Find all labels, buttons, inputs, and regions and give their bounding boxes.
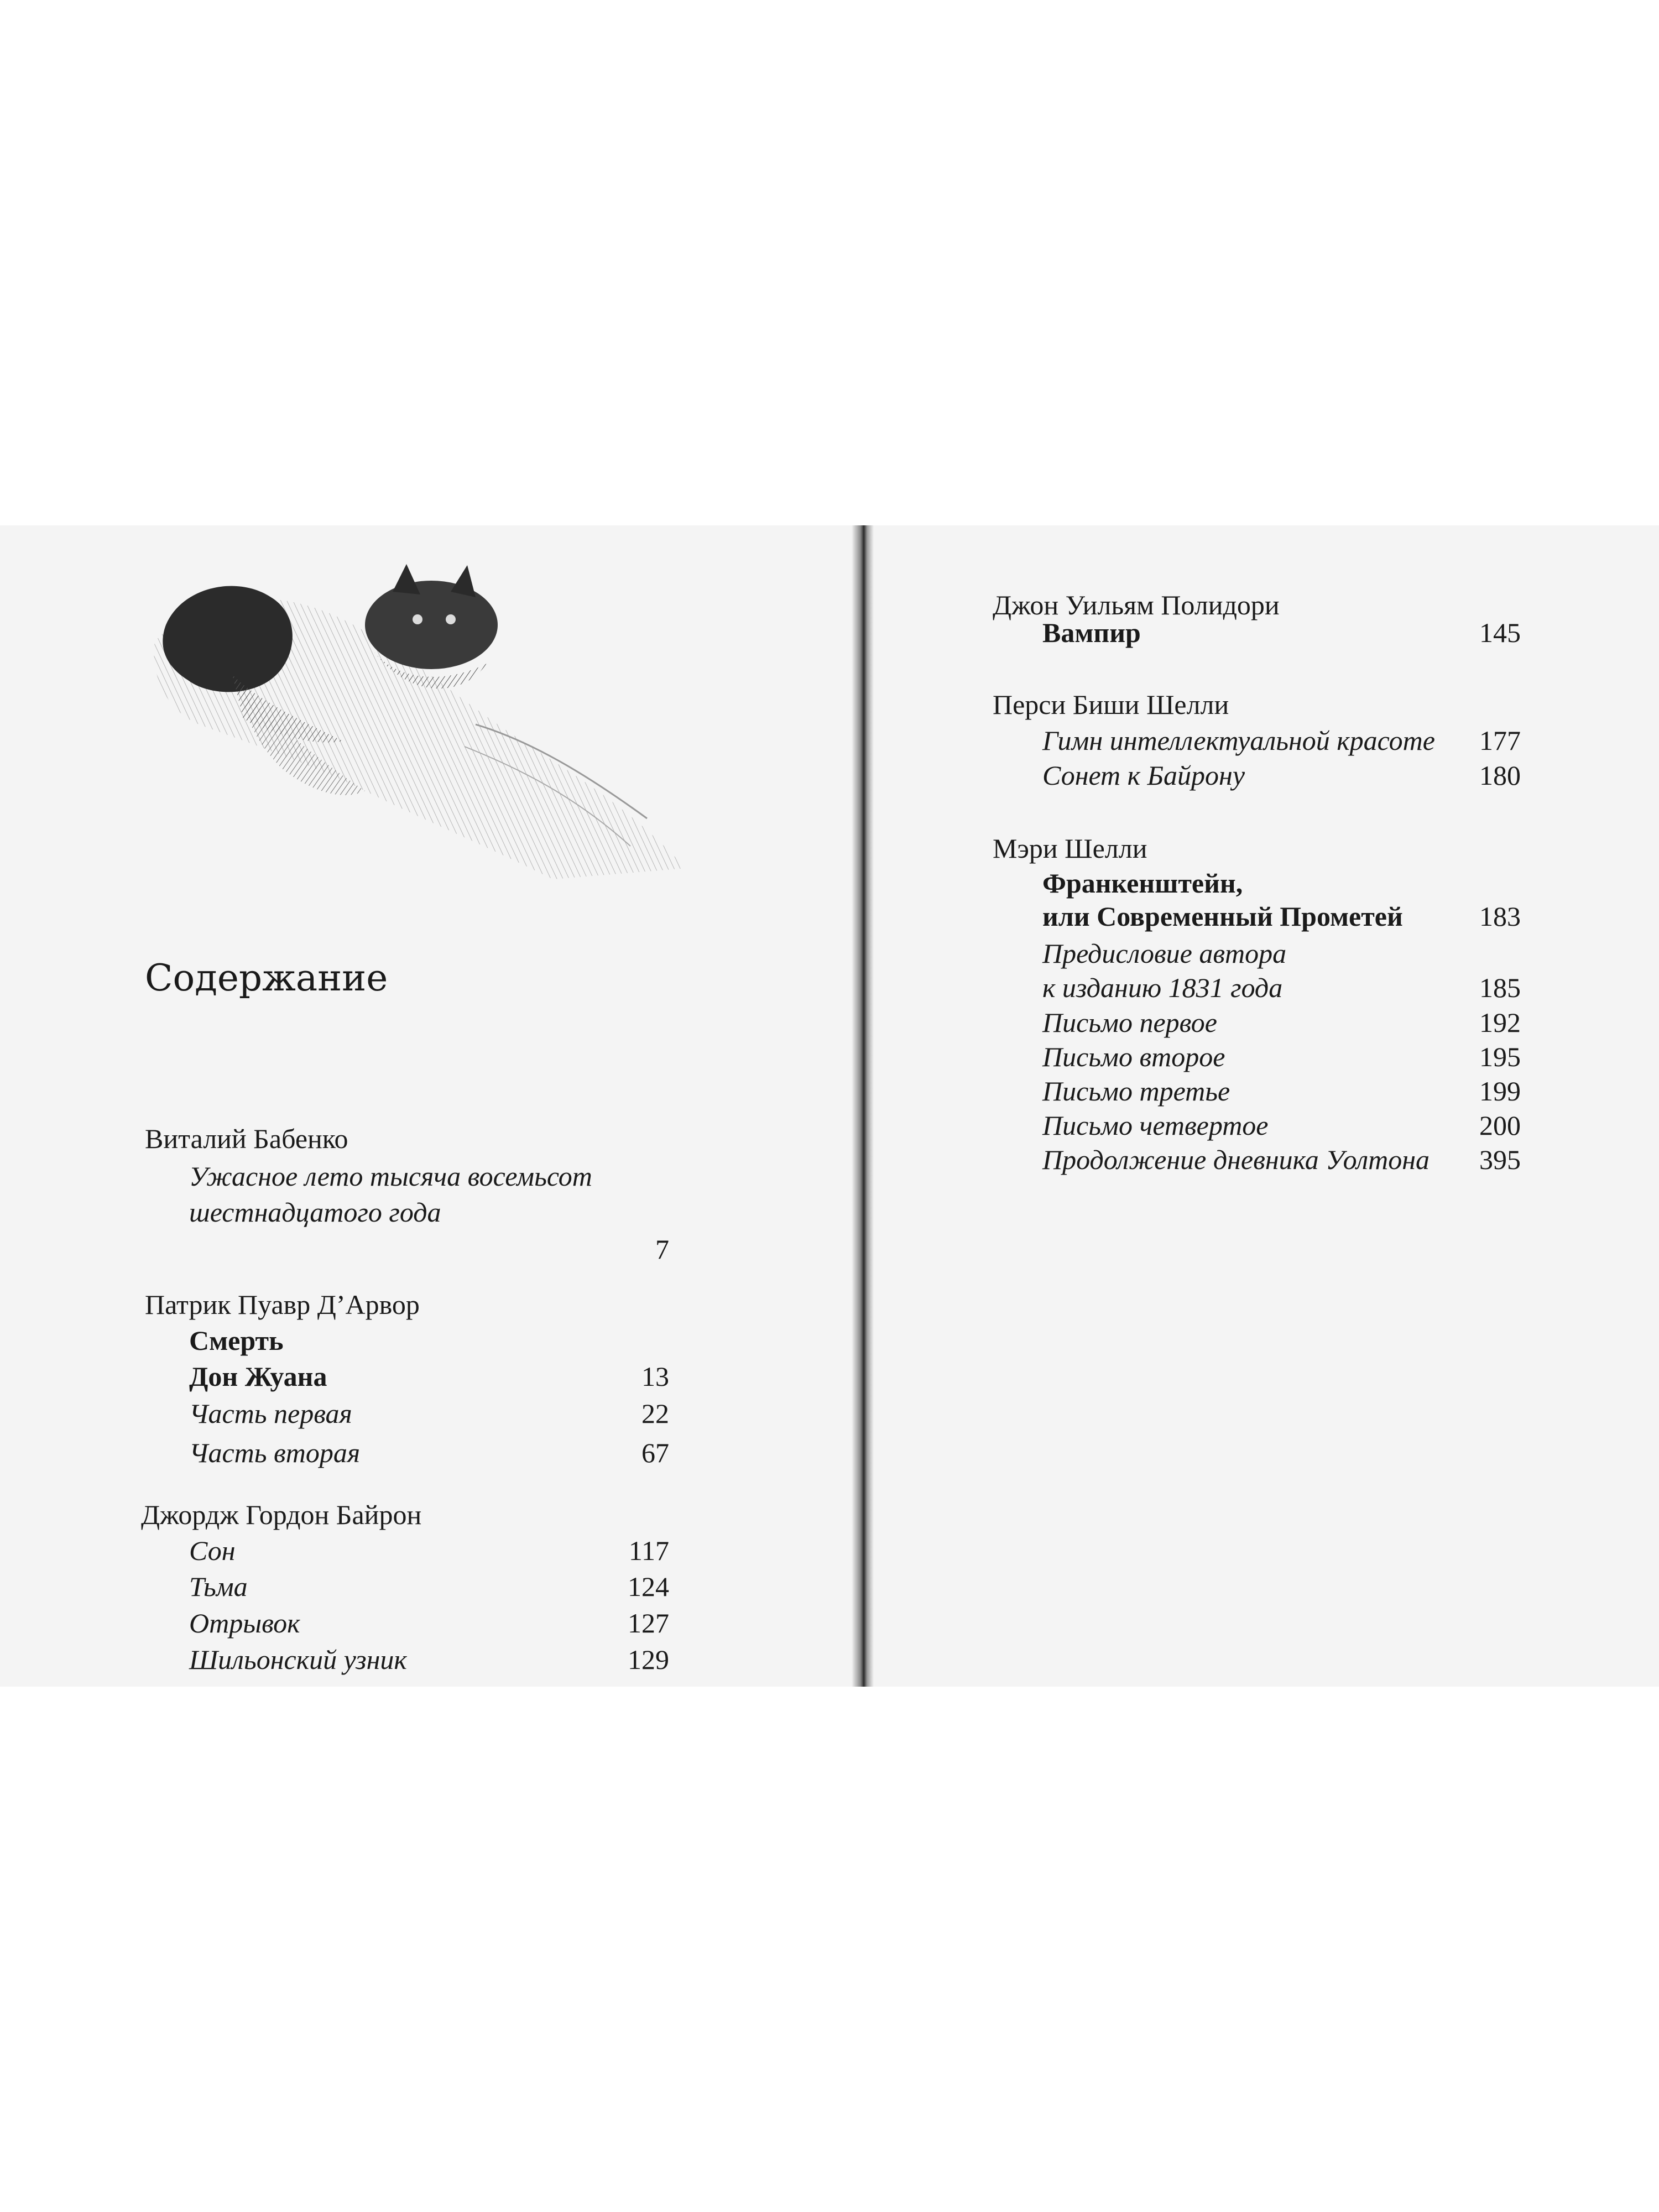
toc-entry-page: 177 (1479, 725, 1521, 756)
toc-entry-page: 195 (1479, 1041, 1521, 1072)
author-name: Патрик Пуавр Д’Арвор (145, 1289, 420, 1320)
toc-entry-title: Дон Жуана (189, 1361, 327, 1392)
toc-entry-page: 180 (1479, 760, 1521, 791)
engraving-illustration (133, 559, 713, 901)
toc-title: Содержание (145, 957, 388, 999)
author-name: Джордж Гордон Байрон (141, 1499, 422, 1530)
toc-entry-page: 7 (655, 1234, 669, 1265)
toc-entry-title: Франкенштейн, (1042, 868, 1243, 899)
right-page (865, 525, 1659, 1687)
toc-entry-title: Часть вторая (189, 1437, 361, 1468)
toc-entry-page: 13 (641, 1361, 669, 1392)
toc-entry-title: Ужасное лето тысяча восемьсот (189, 1161, 592, 1192)
toc-entry-page: 145 (1479, 617, 1521, 648)
toc-entry-title: Смерть (189, 1325, 284, 1356)
toc-entry-title: Часть первая (189, 1398, 352, 1429)
toc-entry-title: Письмо третье (1042, 1076, 1230, 1107)
author-name: Мэри Шелли (993, 833, 1147, 864)
toc-entry-page: 199 (1479, 1076, 1521, 1107)
toc-entry-title: Сонет к Байрону (1042, 760, 1245, 791)
toc-entry-title: Письмо первое (1042, 1007, 1217, 1038)
toc-entry-title: Шильонский узник (189, 1644, 407, 1675)
author-name: Джон Уильям Полидори (993, 589, 1280, 620)
book-gutter (852, 525, 874, 1687)
toc-entry-title: Письмо второе (1042, 1041, 1225, 1072)
toc-entry-title: Сон (189, 1535, 236, 1566)
toc-entry-title: Тьма (189, 1571, 248, 1602)
author-name: Виталий Бабенко (145, 1123, 348, 1154)
toc-entry-page: 185 (1479, 972, 1521, 1003)
toc-entry-title: Отрывок (189, 1608, 300, 1639)
toc-entry-page: 127 (628, 1608, 669, 1639)
toc-entry-title: Письмо четвертое (1042, 1110, 1269, 1141)
toc-entry-page: 395 (1479, 1144, 1521, 1175)
toc-entry-page: 183 (1479, 901, 1521, 932)
toc-entry-page: 67 (641, 1437, 669, 1468)
toc-entry-title: Вампир (1042, 617, 1141, 648)
toc-entry-page: 192 (1479, 1007, 1521, 1038)
toc-entry-title: Продолжение дневника Уолтона (1042, 1144, 1430, 1175)
toc-entry-title: к изданию 1831 года (1042, 972, 1283, 1003)
toc-entry-page: 200 (1479, 1110, 1521, 1141)
author-name: Перси Биши Шелли (993, 689, 1229, 720)
toc-entry-title: шестнадцатого года (189, 1197, 441, 1228)
toc-entry-title: Гимн интеллектуальной красоте (1042, 725, 1435, 756)
toc-entry-title: Предисловие автора (1042, 938, 1287, 969)
toc-entry-page: 117 (628, 1535, 669, 1566)
toc-entry-page: 129 (628, 1644, 669, 1675)
toc-entry-page: 124 (628, 1571, 669, 1602)
toc-entry-page: 22 (641, 1398, 669, 1429)
toc-entry-title: или Современный Прометей (1042, 901, 1403, 932)
